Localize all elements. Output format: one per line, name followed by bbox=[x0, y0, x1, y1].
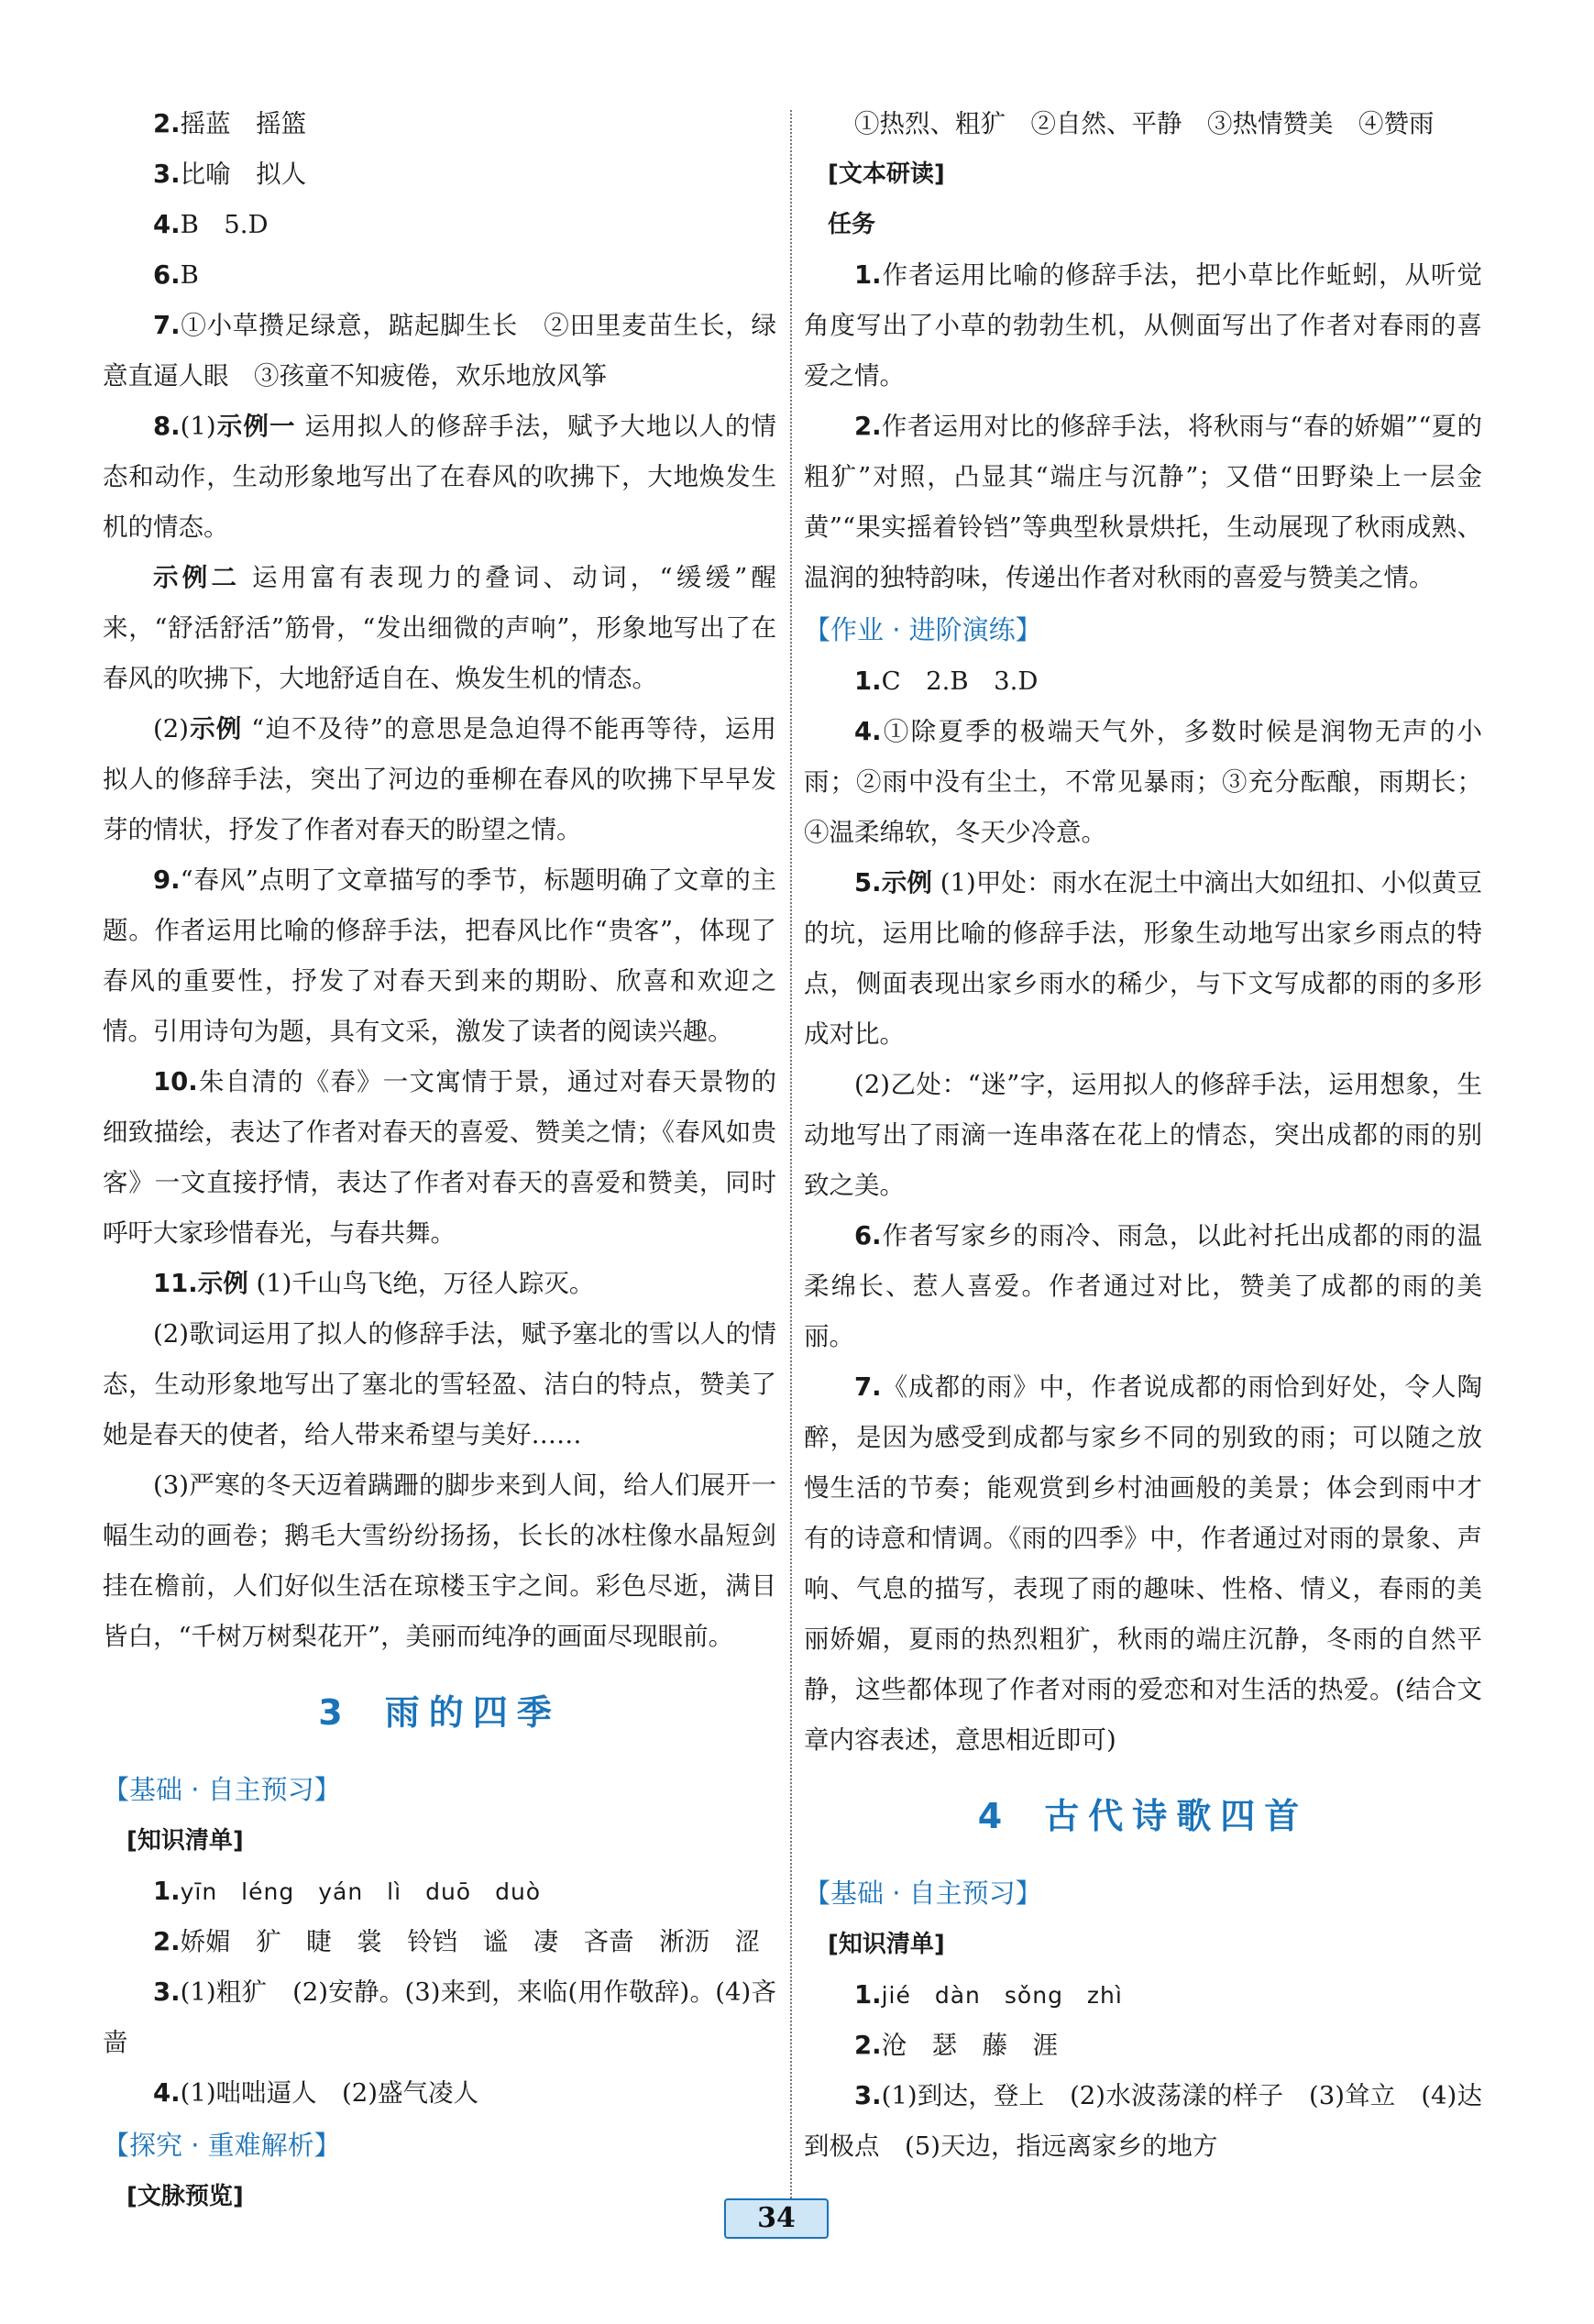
left-column bbox=[103, 99, 776, 2222]
right-column bbox=[804, 99, 1482, 2172]
answer-2: 2.摇蓝 摇篮 bbox=[153, 109, 307, 138]
poem-knowledge-1: 1.jié dàn sǒng zhì bbox=[854, 1980, 1123, 2010]
homework-6: 6.作者写家乡的雨冷、雨急，以此衬托出成都的雨的温柔绵长、惹人喜爱。作者通过对比，赞美了成都的雨的美丽。 bbox=[804, 1221, 1482, 1351]
answer-9: 9.“春风”点明了文章描写的季节，标题明确了文章的主题。作者运用比喻的修辞手法，把春风比作“贵客”，体现了春风的重要性，抒发了对春天到来的期盼、欣喜和欢迎之情。引用诗句为题，具有文采，激发了读者的阅读兴趣。 bbox=[103, 865, 776, 1046]
lesson-3-title: 3 雨的四季 bbox=[318, 1692, 561, 1733]
poem-knowledge-3: 3.(1)到达，登上 (2)水波荡漾的样子 (3)耸立 (4)达到极点 (5)天边，指远离家乡的地方 bbox=[804, 2081, 1482, 2161]
answer-11-part2: (2)歌词运用了拟人的修辞手法，赋予塞北的雪以人的情态，生动形象地写出了塞北的雪轻盈、洁白的特点，赞美了她是春天的使者，给人带来希望与美好…… bbox=[103, 1319, 776, 1449]
subsection-knowledge-list: [知识清单] bbox=[126, 1827, 244, 1855]
homework-4: 4.①除夏季的极端天气外，多数时候是润物无声的小雨；②雨中没有尘土，不常见暴雨；③充分酝酿，雨期长；④温柔绵软，冬天少冷意。 bbox=[804, 717, 1482, 847]
answer-8-part2: (2)示例 “迫不及待”的意思是急迫得不能再等待，运用拟人的修辞手法，突出了河边的垂柳在春风的吹拂下早早发芽的情状，抒发了作者对春天的盼望之情。 bbox=[103, 714, 777, 844]
subsection-text-study: [文本研读] bbox=[828, 160, 945, 188]
knowledge-4: 4.(1)咄咄逼人 (2)盛气凌人 bbox=[153, 2078, 479, 2108]
answer-6: 6.B bbox=[153, 260, 199, 290]
answer-8-example2: 示例二 运用富有表现力的叠词、动词，“缓缓”醒来，“舒活舒活”筋骨，“发出细微的声响”，形象地写出了在春风的吹拂下，大地舒适自在、焕发生机的情态。 bbox=[103, 563, 777, 693]
column-divider bbox=[790, 110, 792, 2209]
knowledge-3: 3.(1)粗犷 (2)安静。(3)来到，来临(用作敬辞)。(4)吝啬 bbox=[103, 1977, 776, 2057]
answer-11-part1: 11.示例 (1)千山鸟飞绝，万径人踪灭。 bbox=[153, 1269, 595, 1298]
task-1: 1.作者运用比喻的修辞手法，把小草比作蚯蚓，从听觉角度写出了小草的勃勃生机，从侧面写出了作者对春雨的喜爱之情。 bbox=[804, 260, 1482, 391]
poem-knowledge-2: 2.沧 瑟 藤 涯 bbox=[854, 2031, 1059, 2060]
answer-8-part1: 8.(1)示例一 运用拟人的修辞手法，赋予大地以人的情态和动作，生动形象地写出了在春风的吹拂下，大地焕发生机的情态。 bbox=[103, 412, 777, 542]
lesson-4-title: 4 古代诗歌四首 bbox=[977, 1796, 1309, 1836]
subsection-knowledge-list-2: [知识清单] bbox=[828, 1931, 945, 1958]
page-number: 34 bbox=[724, 2198, 829, 2239]
answer-4-5: 4.B 5.D bbox=[153, 210, 269, 239]
homework-5-part1: 5.示例 (1)甲处：雨水在泥土中滴出大如纽扣、小似黄豆的坑，运用比喻的修辞手法，形象生动地写出家乡雨点的特点，侧面表现出家乡雨水的稀少，与下文写成都的雨的多形成对比。 bbox=[804, 868, 1482, 1049]
knowledge-2: 2.娇媚 犷 睫 裳 铃铛 谧 凄 吝啬 淅沥 涩 bbox=[153, 1927, 761, 1956]
homework-1-3: 1.C 2.B 3.D bbox=[854, 666, 1039, 696]
task-2: 2.作者运用对比的修辞手法，将秋雨与“春的娇媚”“夏的粗犷”对照，凸显其“端庄与沉静”；又借“田野染上一层金黄”“果实摇着铃铛”等典型秋景烘托，生动展现了秋雨成熟、温润的独特韵味，传递出作者对秋雨的喜爱与赞美之情。 bbox=[804, 412, 1482, 592]
subsection-context-preview: [文脉预览] bbox=[126, 2183, 244, 2210]
answer-3: 3.比喻 拟人 bbox=[153, 160, 307, 189]
section-basic-preview-2: 【基础 · 自主预习】 bbox=[804, 1878, 1042, 1909]
section-explore-analysis: 【探究 · 重难解析】 bbox=[103, 2130, 341, 2161]
knowledge-1: 1.yīn léng yán lì duō duò bbox=[153, 1877, 542, 1906]
homework-7: 7.《成都的雨》中，作者说成都的雨恰到好处，令人陶醉，是因为感受到成都与家乡不同的别致的雨；可以随之放慢生活的节奏；能观赏到乡村油画般的美景；体会到雨中才有的诗意和情调。《雨的四季》中，作者通过对雨的景象、声响、气息的描写，表现了雨的趣味、性格、情义，春雨的美丽娇媚，夏雨的热烈粗犷，秋雨的端庄沉静，冬雨的自然平静，这些都体现了作者对雨的爱恋和对生活的热爱。(结合文章内容表述，意思相近即可) bbox=[804, 1372, 1482, 1755]
section-homework: 【作业 · 进阶演练】 bbox=[804, 614, 1042, 645]
context-answers: ①热烈、粗犷 ②自然、平静 ③热情赞美 ④赞雨 bbox=[854, 109, 1435, 138]
answer-11-part3: (3)严寒的冬天迈着蹒跚的脚步来到人间，给人们展开一幅生动的画卷；鹅毛大雪纷纷扬扬，长长的冰柱像水晶短剑挂在檐前，人们好似生活在琼楼玉宇之间。彩色尽逝，满目皆白，“千树万树梨花开”，美丽而纯净的画面尽现眼前。 bbox=[103, 1470, 776, 1651]
answer-10: 10.朱自清的《春》一文寓情于景，通过对春天景物的细致描绘，表达了作者对春天的喜爱、赞美之情；《春风如贵客》一文直接抒情，表达了作者对春天的喜爱和赞美，同时呼吁大家珍惜春光，与春共舞。 bbox=[103, 1067, 776, 1248]
subsection-task: 任务 bbox=[828, 211, 876, 238]
section-basic-preview: 【基础 · 自主预习】 bbox=[103, 1774, 341, 1805]
answer-7: 7.①小草攒足绿意，踮起脚生长 ②田里麦苗生长，绿意直逼人眼 ③孩童不知疲倦，欢乐地放风筝 bbox=[103, 311, 776, 391]
homework-5-part2: (2)乙处：“迷”字，运用拟人的修辞手法，运用想象，生动地写出了雨滴一连串落在花上的情态，突出成都的雨的别致之美。 bbox=[804, 1070, 1482, 1200]
